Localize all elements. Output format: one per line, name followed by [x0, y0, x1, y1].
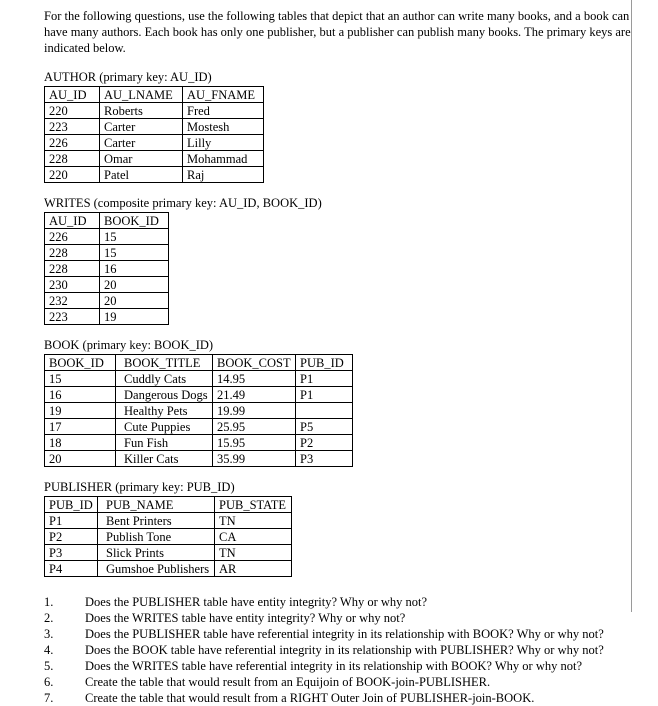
- intro-paragraph: For the following questions, use the following tables that depict that an author can write many books, and a book can have many authors. Each book has only one publisher, but a publisher can publish many books. The primary keys are indicated below.: [44, 9, 631, 55]
- data-cell: 17: [45, 419, 116, 435]
- header-cell: AU_ID: [45, 213, 100, 229]
- table-row: [45, 229, 169, 245]
- header-cell: PUB_STATE: [215, 497, 292, 513]
- data-cell: 15: [100, 245, 169, 261]
- data-cell: Gumshoe Publishers: [98, 561, 215, 577]
- writes-table-title: WRITES (composite primary key: AU_ID, BOOK_ID): [44, 196, 322, 210]
- question-text: Does the BOOK table have referential integrity in its relationship with PUBLISHER? Why or why not?: [85, 643, 604, 657]
- data-cell: Raj: [183, 167, 264, 183]
- data-cell: 20: [100, 277, 169, 293]
- data-cell: P1: [45, 513, 98, 529]
- question-item: [44, 690, 624, 706]
- data-cell: 226: [45, 229, 100, 245]
- data-cell: Healthy Pets: [116, 403, 213, 419]
- data-cell: 15.95: [213, 435, 296, 451]
- author-table-title: AUTHOR (primary key: AU_ID): [44, 70, 212, 84]
- data-cell: 220: [45, 167, 100, 183]
- data-cell: Slick Prints: [98, 545, 215, 561]
- data-cell: Cuddly Cats: [116, 371, 213, 387]
- table-row: [45, 245, 169, 261]
- data-cell: P2: [45, 529, 98, 545]
- header-cell: PUB_ID: [45, 497, 98, 513]
- data-cell: 21.49: [213, 387, 296, 403]
- data-cell: Fred: [183, 103, 264, 119]
- question-text: Does the PUBLISHER table have entity integrity? Why or why not?: [85, 595, 428, 609]
- question-item: [44, 594, 624, 610]
- book-table-section: [44, 338, 624, 467]
- data-cell: 228: [45, 261, 100, 277]
- data-cell: 228: [45, 245, 100, 261]
- table-row: [45, 561, 292, 577]
- header-cell: AU_ID: [45, 87, 100, 103]
- table-row: [45, 293, 169, 309]
- data-cell: Dangerous Dogs: [116, 387, 213, 403]
- question-number: 7.: [44, 691, 54, 705]
- table-row: [45, 167, 264, 183]
- document-page: [44, 8, 631, 706]
- table-row: [45, 451, 353, 467]
- data-cell: Carter: [100, 135, 183, 151]
- data-cell: 14.95: [213, 371, 296, 387]
- table-row: [45, 103, 264, 119]
- data-cell: P1: [296, 387, 353, 403]
- data-cell: 19.99: [213, 403, 296, 419]
- data-cell: 16: [45, 387, 116, 403]
- data-cell: Bent Printers: [98, 513, 215, 529]
- data-cell: 220: [45, 103, 100, 119]
- header-cell: BOOK_ID: [45, 355, 116, 371]
- question-number: 1.: [44, 595, 54, 609]
- table-row: [45, 403, 353, 419]
- data-cell: P1: [296, 371, 353, 387]
- question-number: 3.: [44, 627, 54, 641]
- header-cell: PUB_NAME: [98, 497, 215, 513]
- author-table-section: [44, 70, 624, 183]
- question-text: Create the table that would result from an Equijoin of BOOK-join-PUBLISHER.: [85, 675, 491, 689]
- table-row: [45, 309, 169, 325]
- data-cell: 35.99: [213, 451, 296, 467]
- book-table-title: BOOK (primary key: BOOK_ID): [44, 338, 214, 352]
- question-item: [44, 626, 624, 642]
- data-cell: Cute Puppies: [116, 419, 213, 435]
- data-cell: Killer Cats: [116, 451, 213, 467]
- table-row: [45, 119, 264, 135]
- table-row: [45, 151, 264, 167]
- data-cell: 226: [45, 135, 100, 151]
- table-row: [45, 545, 292, 561]
- table-row: [45, 513, 292, 529]
- header-cell: BOOK_TITLE: [116, 355, 213, 371]
- question-text: Does the WRITES table have entity integrity? Why or why not?: [85, 611, 406, 625]
- data-cell: 232: [45, 293, 100, 309]
- data-cell: 15: [45, 371, 116, 387]
- data-cell: Fun Fish: [116, 435, 213, 451]
- table-row: [45, 419, 353, 435]
- publisher-table-section: [44, 480, 624, 577]
- data-cell: 25.95: [213, 419, 296, 435]
- question-text: Does the PUBLISHER table have referential integrity in its relationship with BOOK? Why or why not?: [85, 627, 604, 641]
- data-cell: 230: [45, 277, 100, 293]
- data-cell: 15: [100, 229, 169, 245]
- question-item: [44, 658, 624, 674]
- header-cell: AU_LNAME: [100, 87, 183, 103]
- data-cell: P3: [296, 451, 353, 467]
- data-cell: 228: [45, 151, 100, 167]
- data-cell: AR: [215, 561, 292, 577]
- data-cell: TN: [215, 513, 292, 529]
- data-cell: Omar: [100, 151, 183, 167]
- writes-table-section: [44, 196, 624, 325]
- page-edge-line: [631, 0, 632, 612]
- question-number: 5.: [44, 659, 54, 673]
- header-cell: BOOK_COST: [213, 355, 296, 371]
- data-cell: P2: [296, 435, 353, 451]
- question-item: [44, 642, 624, 658]
- table-row: [45, 371, 353, 387]
- data-cell: 223: [45, 119, 100, 135]
- data-cell: 18: [45, 435, 116, 451]
- data-cell: P4: [45, 561, 98, 577]
- data-cell: 19: [100, 309, 169, 325]
- data-cell: Roberts: [100, 103, 183, 119]
- publisher-table-title: PUBLISHER (primary key: PUB_ID): [44, 480, 235, 494]
- table-row: [45, 261, 169, 277]
- data-cell: CA: [215, 529, 292, 545]
- author-table: [44, 86, 264, 183]
- data-cell: Carter: [100, 119, 183, 135]
- writes-table: [44, 212, 169, 325]
- table-row: [45, 529, 292, 545]
- header-cell: PUB_ID: [296, 355, 353, 371]
- question-text: Create the table that would result from a RIGHT Outer Join of PUBLISHER-join-BOOK.: [85, 691, 535, 705]
- question-number: 6.: [44, 675, 54, 689]
- book-table: [44, 354, 353, 467]
- table-row: [45, 135, 264, 151]
- question-text: Does the WRITES table have referential integrity in its relationship with BOOK? Why or why not?: [85, 659, 582, 673]
- data-cell: Mostesh: [183, 119, 264, 135]
- data-cell: 19: [45, 403, 116, 419]
- data-cell: Lilly: [183, 135, 264, 151]
- question-number: 4.: [44, 643, 54, 657]
- header-cell: AU_FNAME: [183, 87, 264, 103]
- question-number: 2.: [44, 611, 54, 625]
- data-cell: Publish Tone: [98, 529, 215, 545]
- header-cell: BOOK_ID: [100, 213, 169, 229]
- question-item: [44, 674, 624, 690]
- data-cell: 20: [100, 293, 169, 309]
- data-cell: TN: [215, 545, 292, 561]
- table-row: [45, 435, 353, 451]
- questions-list: [44, 594, 624, 706]
- publisher-table: [44, 496, 292, 577]
- data-cell: [296, 403, 353, 419]
- data-cell: 20: [45, 451, 116, 467]
- data-cell: 16: [100, 261, 169, 277]
- data-cell: P5: [296, 419, 353, 435]
- table-row: [45, 277, 169, 293]
- data-cell: Patel: [100, 167, 183, 183]
- data-cell: 223: [45, 309, 100, 325]
- data-cell: Mohammad: [183, 151, 264, 167]
- table-row: [45, 387, 353, 403]
- data-cell: P3: [45, 545, 98, 561]
- question-item: [44, 610, 624, 626]
